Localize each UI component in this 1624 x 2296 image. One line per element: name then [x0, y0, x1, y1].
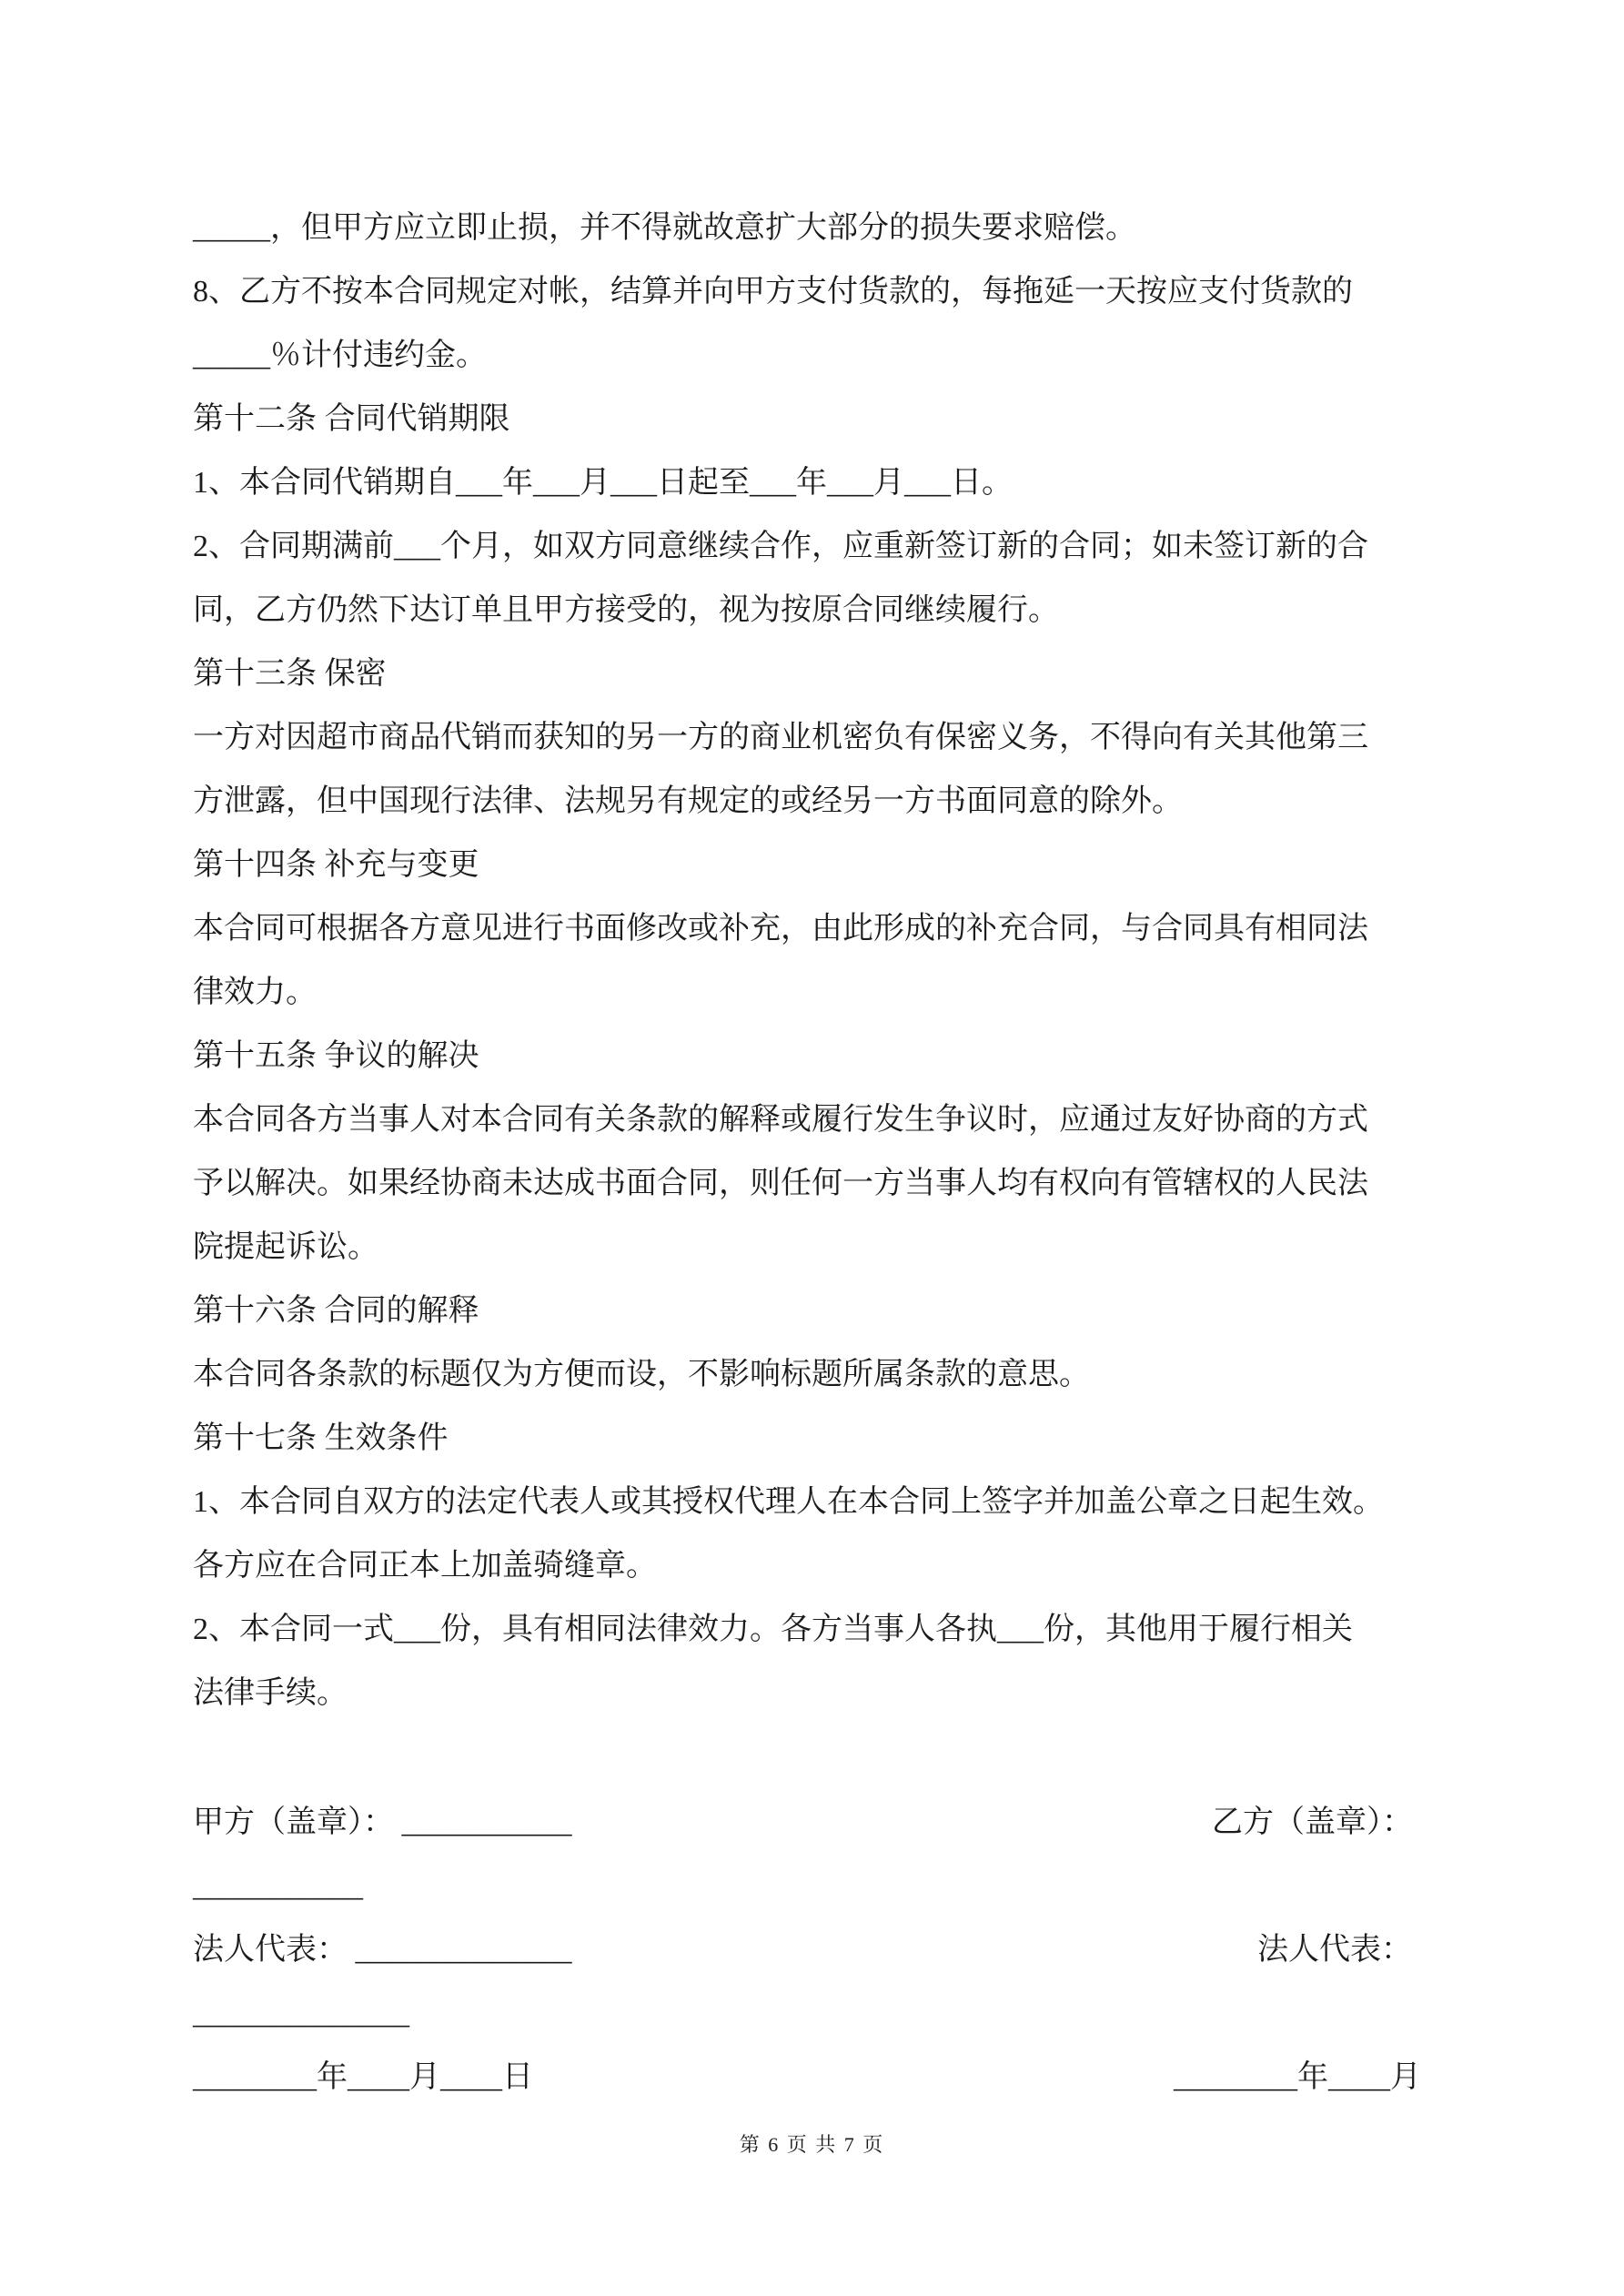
clause-17-title: 第十七条 生效条件: [193, 1421, 449, 1455]
legal-representative-row: [193, 1918, 1624, 1982]
contract-body: [193, 197, 1439, 1725]
party-a-seal-blank: ___________: [193, 1869, 363, 1903]
party-a-date-blank: ________年____月____日: [193, 2060, 533, 2094]
clause-15-title: 第十五条 争议的解决: [193, 1039, 479, 1073]
clause-12-item-2: 2、合同期满前___个月，如双方同意继续合作，应重新签订新的合同；如未签订新的合: [193, 530, 1368, 563]
clause-16-text: 本合同各条款的标题仅为方便而设，不影响标题所属条款的意思。: [193, 1358, 1090, 1391]
body-line-continuation: 同，乙方仍然下达订单且甲方接受的，视为按原合同继续履行。: [193, 593, 1059, 627]
seal-row: [193, 1791, 1624, 1855]
body-line-continuation: _____％计付违约金。: [193, 339, 487, 372]
party-b-seal-label: 乙方（盖章）：: [1212, 1805, 1413, 1839]
clause-17-item-2: 2、本合同一式___份，具有相同法律效力。各方当事人各执___份，其他用于履行相关: [193, 1613, 1353, 1646]
seal-blank-row: [193, 1855, 1624, 1918]
party-b-legal-rep-label: 法人代表：: [1257, 1933, 1412, 1967]
body-line-continuation: 院提起诉讼。: [193, 1230, 378, 1264]
clause-14-text: 本合同可根据各方意见进行书面修改或补充，由此形成的补充合同，与合同具有相同法: [193, 912, 1368, 946]
signature-block: [193, 1791, 1624, 2109]
body-line-continuation: 方泄露，但中国现行法律、法规另有规定的或经另一方书面同意的除外。: [193, 784, 1183, 818]
clause-14-title: 第十四条 补充与变更: [193, 848, 479, 882]
body-line-continuation: 律效力。: [193, 976, 317, 1009]
body-line-continuation: _____，但甲方应立即止损，并不得就故意扩大部分的损失要求赔偿。: [193, 211, 1136, 245]
date-row: [193, 2046, 1624, 2109]
party-b-date-blank: ________年____月: [1174, 2060, 1421, 2094]
body-line-continuation: 各方应在合同正本上加盖骑缝章。: [193, 1549, 657, 1583]
clause-15-text: 本合同各方当事人对本合同有关条款的解释或履行发生争议时，应通过友好协商的方式: [193, 1103, 1368, 1137]
clause-12-item-1: 1、本合同代销期自___年___月___日起至___年___月___日。: [193, 466, 1013, 500]
clause-item-8: 8、乙方不按本合同规定对帐，结算并向甲方支付货款的，每拖延一天按应支付货款的: [193, 275, 1353, 308]
clause-16-title: 第十六条 合同的解释: [193, 1294, 479, 1328]
body-line-continuation: 法律手续。: [193, 1676, 348, 1710]
party-a-seal-label: 甲方（盖章）： ___________: [193, 1805, 572, 1839]
body-line-continuation: 予以解决。如果经协商未达成书面合同，则任何一方当事人均有权向有管辖权的人民法: [193, 1167, 1368, 1200]
clause-13-title: 第十三条 保密: [193, 657, 387, 691]
clause-12-title: 第十二条 合同代销期限: [193, 402, 510, 436]
legal-representative-blank-row: [193, 1982, 1624, 2046]
clause-13-text: 一方对因超市商品代销而获知的另一方的商业机密负有保密义务，不得向有关其他第三: [193, 721, 1368, 754]
page-number: 第 6 页 共 7 页: [739, 2133, 885, 2156]
party-a-legal-rep-blank: ______________: [193, 1997, 409, 2030]
clause-17-item-1: 1、本合同自双方的法定代表人或其授权代理人在本合同上签字并加盖公章之日起生效。: [193, 1485, 1384, 1519]
party-a-legal-rep-label: 法人代表： ______________: [193, 1933, 572, 1967]
